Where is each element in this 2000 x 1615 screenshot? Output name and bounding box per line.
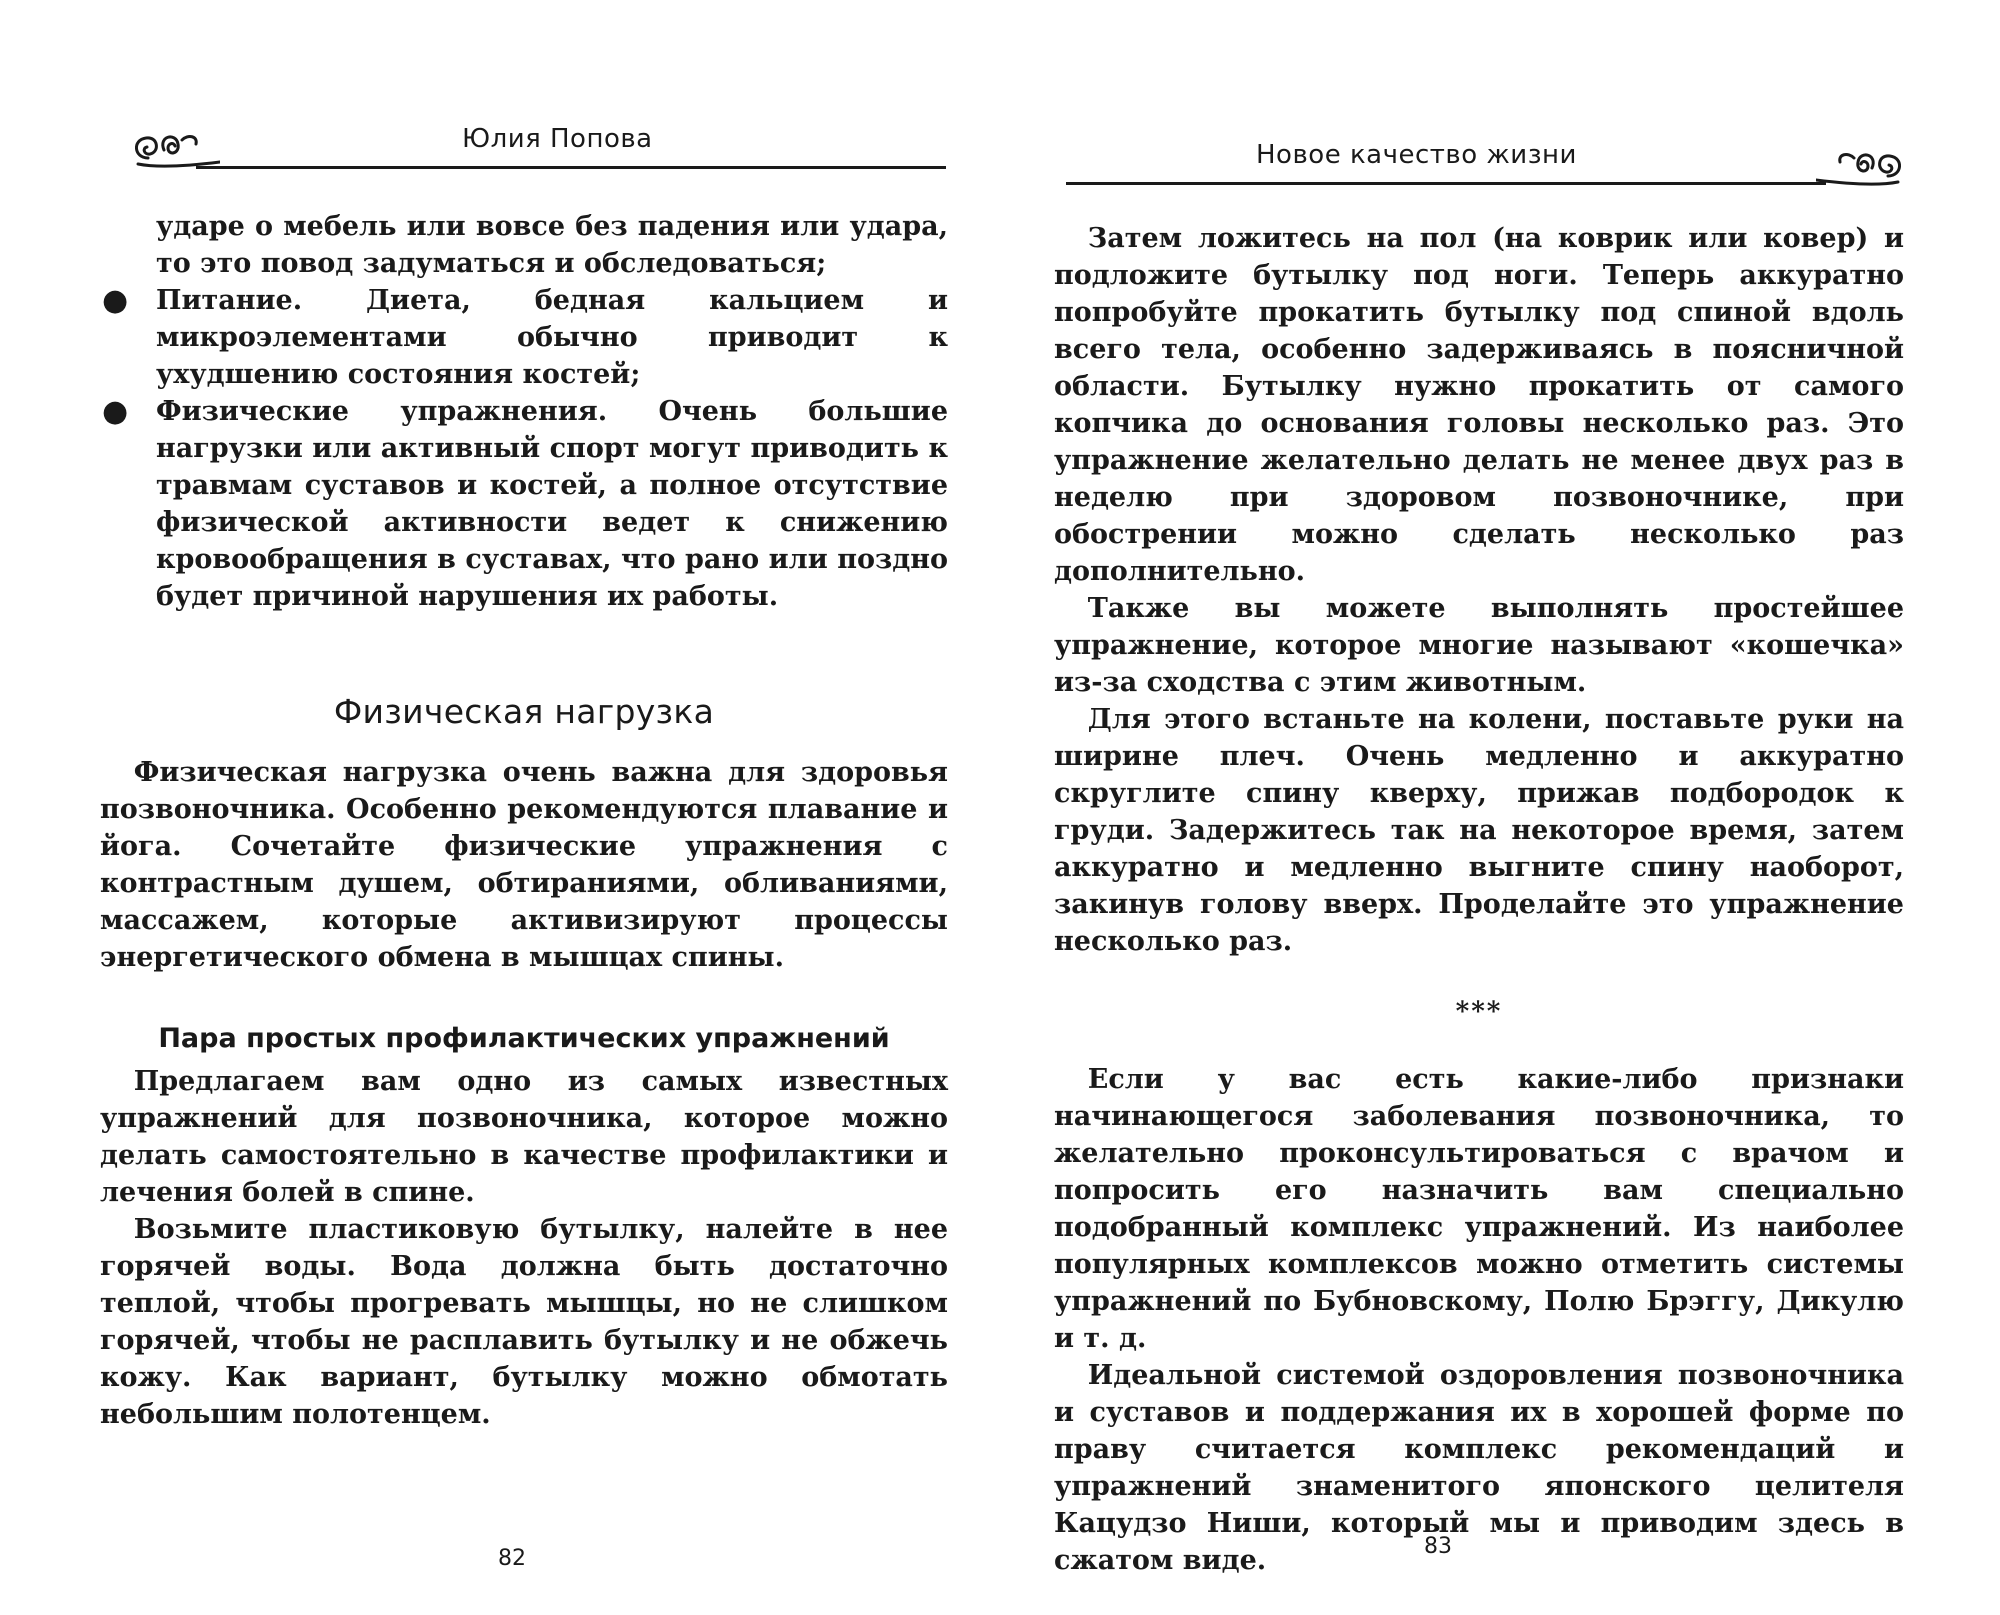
paragraph: Возьмите пластиковую бутылку, налейте в нее горячей воды. Вода должна быть достаточно теплой, чтобы прогревать мышцы, но не слишком горячей, чтобы не расплавить бутылку и не обжечь кожу. Как вариант, бутылку можно обмотать небольшим полотенцем. [100,1214,948,1430]
sub-heading: Пара простых профилактических упражнений [158,1023,890,1054]
bullet-lead [100,208,948,282]
bullet-dot-icon: ● [102,394,129,429]
paragraph: Для этого встаньте на колени, поставьте руки на ширине плеч. Очень медленно и аккуратно скруглите спину кверху, прижав подбородок к груди. Задержитесь так на некоторое время, затем аккуратно и медленно выгните спину наоборот, закинув голову вверх. Проделайте это упражнение несколько раз. [1054,704,1904,957]
paragraph: Затем ложитесь на пол (на коврик или ковер) и подложите бутылку под ноги. Теперь аккуратно попробуйте прокатить бутылку под спиной вдоль всего тела, особенно задерживаясь в поясничной области. Бутылку нужно прокатить от самого копчика до основания головы несколько раз. Это упражнение желательно делать не менее двух раз в неделю при здоровом позвоночнике, при обострении можно сделать несколько раз дополнительно. [1054,223,1904,587]
section-separator: *** [1455,997,1503,1027]
paragraph: Также вы можете выполнять простейшее упражнение, которое многие называют «кошечка» из-за сходства с этим животным. [1054,593,1904,698]
right-header-rule [1066,182,1826,185]
right-body [1054,220,1904,1579]
left-page-number: 82 [498,1546,526,1571]
bullet-dot-icon: ● [102,283,129,318]
section-heading: Физическая нагрузка [333,692,715,731]
right-running-header: Новое качество жизни [1256,140,1577,170]
paragraph: Идеальной системой оздоровления позвоночника и суставов и поддержания их в хорошей форме по праву считается комплекс рекомендаций и упражнений знаменитого японского целителя Кацудзо Ниши, который мы и приводим здесь в сжатом виде. [1054,1360,1904,1576]
paragraph: Если у вас есть какие-либо признаки начинающегося заболевания позвоночника, то желательно проконсультироваться с врачом и попросить его назначить вам специально подобранный комплекс упражнений. Из наиболее популярных комплексов можно отметить системы упражнений по Бубновскому, Полю Брэггу, Дикулю и т. д. [1054,1064,1904,1354]
paragraph: Предлагаем вам одно из самых известных упражнений для позвоночника, которое можно делать самостоятельно в качестве профилактики и лечения болей в спине. [100,1066,948,1208]
left-body [100,208,948,1433]
bullet-item-nutrition [100,282,948,393]
section-paragraph: Физическая нагрузка очень важна для здоровья позвоночника. Особенно рекомендуются плавание и йога. Сочетайте физические упражнения с контрастным душем, обтираниями, обливаниями, массажем, которые активизируют процессы энергетического обмена в мышцах спины. [100,757,948,973]
left-header-rule [196,166,946,169]
left-running-header: Юлия Попова [462,124,653,154]
right-page-number: 83 [1424,1534,1452,1559]
right-page [1000,0,2000,1615]
right-swirl-ornament-icon [1816,146,1908,190]
bullet-text: Физические упражнения. Очень большие нагрузки или активный спорт могут приводить к травмам суставов и костей, а полное отсутствие физической активности ведет к снижению кровообращения в суставах, что рано или поздно будет причиной нарушения их работы. [156,396,948,612]
bullet-item-exercise [100,393,948,615]
bullet-lead-text: ударе о мебель или вовсе без падения или удара, то это повод задуматься и обследоваться; [156,211,948,279]
bullet-text: Питание. Диета, бедная кальцием и микроэлементами обычно приводит к ухудшению состояния костей; [156,285,948,390]
